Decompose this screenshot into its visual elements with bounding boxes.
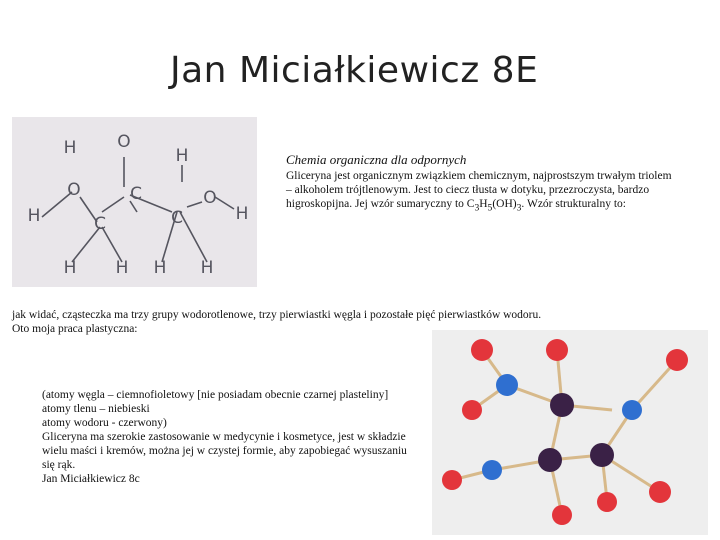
bond <box>180 212 207 262</box>
atom-label-c: C <box>171 208 183 228</box>
atom-label-h: H <box>63 258 77 278</box>
hydrogen-ball <box>597 492 617 512</box>
hydrogen-ball <box>471 339 493 361</box>
bond <box>102 197 124 212</box>
atom-label-o: O <box>67 180 81 200</box>
hydrogen-ball <box>666 349 688 371</box>
structural-formula-sketch <box>12 117 257 287</box>
oxygen-ball <box>482 460 502 480</box>
section-heading: Chemia organiczna dla odpornych <box>286 152 467 167</box>
atom-label-h: H <box>175 146 189 166</box>
intro-paragraph <box>286 169 676 215</box>
formula-h: H <box>479 198 488 210</box>
textbox-line: atomy tlenu – niebieski <box>42 403 150 415</box>
model-drawing <box>432 330 708 535</box>
carbon-ball <box>538 448 562 472</box>
formula-h-subscript: 5 <box>487 202 493 214</box>
atom-label-o: O <box>203 188 217 208</box>
description-textbox <box>42 388 412 486</box>
formula-c-subscript: 3 <box>474 202 480 214</box>
bond <box>215 197 234 209</box>
atom-label-h: H <box>200 258 214 278</box>
hydrogen-ball <box>552 505 572 525</box>
hydrogen-ball <box>649 481 671 503</box>
sketch-drawing <box>12 117 257 287</box>
paragraph-line: jak widać, cząsteczka ma trzy grupy wodorotlenowe, trzy pierwiastki węgla i pozostałe pięć pierwiastków wodoru. <box>12 309 542 321</box>
formula-oh: (OH) <box>492 198 517 210</box>
intro-tail: . Wzór strukturalny to: <box>521 198 626 210</box>
plasticine-model-photo <box>432 330 708 535</box>
oxygen-ball <box>496 374 518 396</box>
intro-text: Gliceryna jest organicznym związkiem chemicznym, najprostszym trwałym triolem – alkoholem trójtlenowym. Jest to ciecz tłusta w dotyku, przezroczysta, bardzo higroskopijna. Jej wzór sumaryczny to C <box>286 170 672 210</box>
atom-label-o: O <box>117 132 131 152</box>
formula-oh-subscript: 3 <box>516 202 522 214</box>
slide-title: Jan Miciałkiewicz 8E <box>170 50 539 91</box>
hydrogen-ball <box>442 470 462 490</box>
hydrogen-ball <box>462 400 482 420</box>
paragraph-line: Oto moja praca plastyczna: <box>12 323 138 335</box>
bond <box>187 202 202 207</box>
carbon-ball <box>590 443 614 467</box>
atom-label-h: H <box>115 258 129 278</box>
atom-label-h: H <box>235 204 249 224</box>
atom-label-h: H <box>153 258 167 278</box>
textbox-line: Jan Miciałkiewicz 8c <box>42 473 140 485</box>
textbox-line: Gliceryna ma szerokie zastosowanie w medycynie i kosmetyce, jest w składzie wielu maści i kremów, można jej w czystej formie, aby zapobiegać wysuszaniu się rąk. <box>42 431 407 471</box>
textbox-line: atomy wodoru - czerwony) <box>42 417 167 429</box>
textbox-line: (atomy węgla – ciemnofioletowy [nie posiadam obecnie czarnej plasteliny] <box>42 389 389 401</box>
atom-label-c: C <box>94 214 106 234</box>
atom-label-h: H <box>27 206 41 226</box>
hydrogen-ball <box>546 339 568 361</box>
atom-label-c: C <box>130 184 142 204</box>
carbon-ball <box>550 393 574 417</box>
oxygen-ball <box>622 400 642 420</box>
atom-label-h: H <box>63 138 77 158</box>
